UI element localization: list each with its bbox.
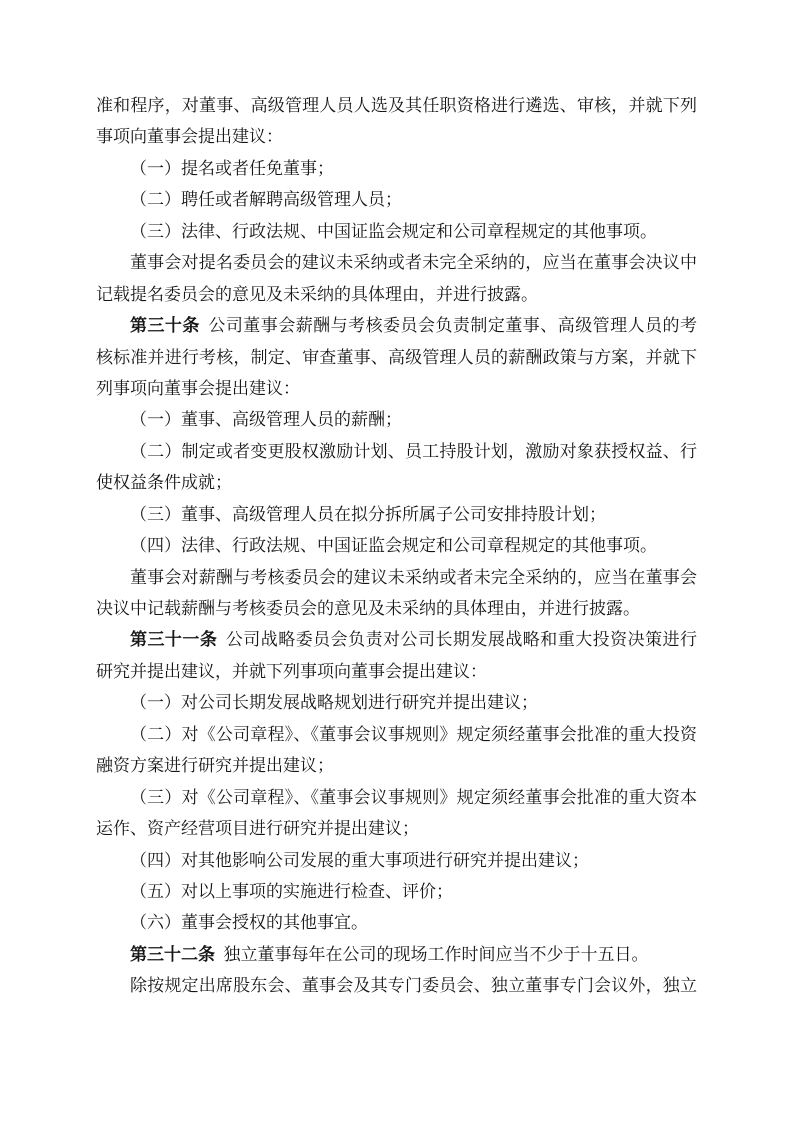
line-text: 公司董事会薪酬与考核委员会负责制定董事、高级管理人员的考 xyxy=(208,316,698,336)
text-line xyxy=(96,750,697,781)
line-text: 准和程序，对董事、高级管理人员人选及其任职资格进行遴选、审核，并就下列 xyxy=(96,96,697,115)
text-line xyxy=(96,813,697,844)
line-text: 除按规定出席股东会、董事会及其专门委员会、独立董事专门会议外，独立 xyxy=(130,976,697,996)
text-line xyxy=(96,121,697,152)
line-text: （一）对公司长期发展战略规划进行研究并提出建议； xyxy=(130,693,538,713)
line-text: 融资方案进行研究并提出建议； xyxy=(96,756,334,776)
line-text: （三）对《公司章程》、《董事会议事规则》规定须经董事会批准的重大资本 xyxy=(130,787,697,807)
line-text: （一）董事、高级管理人员的薪酬； xyxy=(130,410,402,430)
text-line xyxy=(96,184,697,215)
line-text: 事项向董事会提出建议： xyxy=(96,127,283,147)
text-line xyxy=(96,342,697,373)
text-line xyxy=(96,719,697,750)
line-text: （二）制定或者变更股权激励计划、员工持股计划，激励对象获授权益、行 xyxy=(130,441,697,461)
text-line xyxy=(96,279,697,310)
text-line xyxy=(96,499,697,530)
text-line xyxy=(96,404,697,435)
line-text: 公司战略委员会负责对公司长期发展战略和重大投资决策进行 xyxy=(225,630,698,650)
line-text: 使权益条件成就； xyxy=(96,473,232,493)
text-line xyxy=(96,876,697,907)
text-line xyxy=(96,247,697,278)
text-line xyxy=(96,216,697,247)
text-line xyxy=(96,656,697,687)
line-text: 决议中记载薪酬与考核委员会的意见及未采纳的具体理由，并进行披露。 xyxy=(96,599,640,618)
line-text: （三）法律、行政法规、中国证监会规定和公司章程规定的其他事项。 xyxy=(130,221,657,241)
text-line xyxy=(96,687,697,718)
line-text: 独立董事每年在公司的现场工作时间应当不少于十五日。 xyxy=(223,944,649,964)
line-text: （五）对以上事项的实施进行检查、评价； xyxy=(130,881,453,901)
text-line xyxy=(96,90,697,121)
text-line xyxy=(96,782,697,813)
line-text: （一）提名或者任免董事； xyxy=(130,158,334,178)
document-page-body xyxy=(96,90,697,1002)
text-line xyxy=(96,467,697,498)
line-text: 研究并提出建议，并就下列事项向董事会提出建议： xyxy=(96,661,487,681)
text-line xyxy=(96,153,697,184)
text-line xyxy=(96,593,697,624)
line-text: （六）董事会授权的其他事宜。 xyxy=(130,913,368,933)
text-line xyxy=(96,907,697,938)
line-text: 董事会对薪酬与考核委员会的建议未采纳或者未完全采纳的，应当在董事会 xyxy=(130,567,697,587)
text-line xyxy=(96,939,697,970)
article-number: 第三十一条 xyxy=(130,630,218,650)
text-line xyxy=(96,310,697,341)
article-number: 第三十条 xyxy=(130,316,200,336)
line-text: 董事会对提名委员会的建议未采纳或者未完全采纳的，应当在董事会决议中 xyxy=(130,253,697,273)
text-line xyxy=(96,530,697,561)
article-number: 第三十二条 xyxy=(130,944,215,964)
text-line xyxy=(96,624,697,655)
text-line xyxy=(96,970,697,1001)
text-line xyxy=(96,373,697,404)
text-line xyxy=(96,436,697,467)
text-line xyxy=(96,562,697,593)
line-text: （四）对其他影响公司发展的重大事项进行研究并提出建议； xyxy=(130,850,589,870)
line-text: （三）董事、高级管理人员在拟分拆所属子公司安排持股计划； xyxy=(130,504,606,524)
line-text: （二）聘任或者解聘高级管理人员； xyxy=(130,190,402,210)
line-text: 运作、资产经营项目进行研究并提出建议； xyxy=(96,819,419,839)
line-text: （二）对《公司章程》、《董事会议事规则》规定须经董事会批准的重大投资 xyxy=(130,724,697,744)
line-text: 核标准并进行考核，制定、审查董事、高级管理人员的薪酬政策与方案，并就下 xyxy=(96,347,697,367)
line-text: 列事项向董事会提出建议： xyxy=(96,378,300,398)
line-text: （四）法律、行政法规、中国证监会规定和公司章程规定的其他事项。 xyxy=(130,536,657,556)
text-line xyxy=(96,845,697,876)
line-text: 记载提名委员会的意见及未采纳的具体理由，并进行披露。 xyxy=(96,284,538,304)
